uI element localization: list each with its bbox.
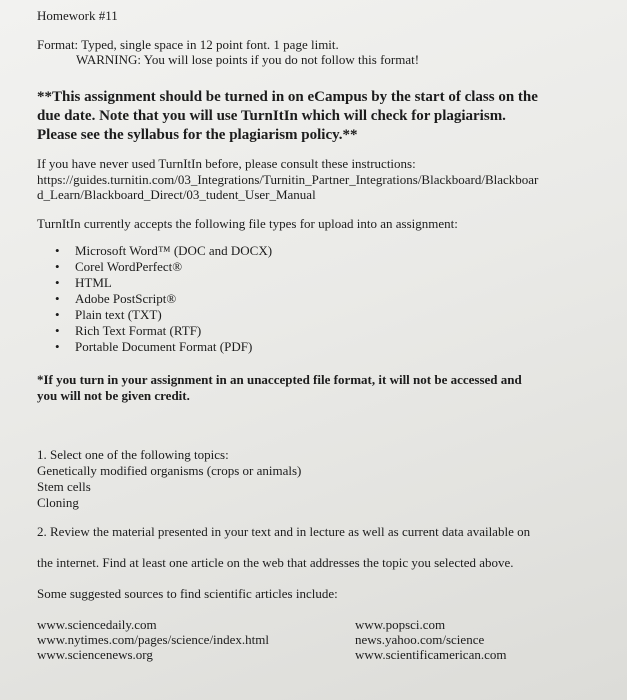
format-warning-line-1: *If you turn in your assignment in an unaccepted file format, it will not be accessed and	[37, 372, 522, 387]
bullet-marker: •	[55, 243, 60, 258]
source-link: www.sciencedaily.com	[37, 617, 157, 632]
source-link: www.sciencenews.org	[37, 647, 153, 662]
list-item: Plain text (TXT)	[75, 307, 162, 322]
bullet-marker: •	[55, 259, 60, 274]
list-item: Adobe PostScript®	[75, 291, 177, 306]
notice-line-1: **This assignment should be turned in on eCampus by the start of class on the	[37, 89, 538, 105]
topic-item: Stem cells	[37, 479, 91, 494]
format-line: Format: Typed, single space in 12 point font. 1 page limit.	[37, 37, 339, 52]
list-item: HTML	[75, 275, 112, 290]
turnitin-url-line-2: d_Learn/Blackboard_Direct/03_tudent_User_Manual	[37, 187, 316, 202]
topic-item: Cloning	[37, 495, 79, 510]
list-item: Microsoft Word™ (DOC and DOCX)	[75, 243, 273, 258]
source-link: news.yahoo.com/science	[355, 632, 485, 647]
bullet-marker: •	[55, 339, 60, 354]
list-item: Portable Document Format (PDF)	[75, 339, 253, 354]
list-item: Corel WordPerfect®	[75, 259, 183, 274]
step2-line-2: the internet. Find at least one article on the web that addresses the topic you selected above.	[37, 555, 514, 570]
source-link: www.nytimes.com/pages/science/index.html	[37, 632, 270, 647]
bullet-marker: •	[55, 291, 60, 306]
bullet-marker: •	[55, 323, 60, 338]
sources-intro: Some suggested sources to find scientific articles include:	[37, 586, 338, 601]
notice-line-2: due date. Note that you will use TurnItIn which will check for plagiarism.	[37, 108, 506, 124]
source-link: www.popsci.com	[355, 617, 446, 632]
step2-line-1: 2. Review the material presented in your text and in lecture as well as current data available on	[37, 524, 531, 539]
bullet-marker: •	[55, 307, 60, 322]
bullet-marker: •	[55, 275, 60, 290]
warning-line: WARNING: You will lose points if you do not follow this format!	[76, 52, 420, 67]
turnitin-url-line-1: https://guides.turnitin.com/03_Integrations/Turnitin_Partner_Integrations/Blackboard/Blackboar	[37, 172, 539, 187]
format-warning-line-2: you will not be given credit.	[37, 388, 190, 403]
page-title: Homework #11	[37, 8, 118, 23]
step1-heading: 1. Select one of the following topics:	[37, 447, 229, 462]
topic-item: Genetically modified organisms (crops or animals)	[37, 463, 302, 478]
list-item: Rich Text Format (RTF)	[75, 323, 202, 338]
turnitin-intro: If you have never used TurnItIn before, please consult these instructions:	[37, 156, 416, 171]
notice-line-3: Please see the syllabus for the plagiarism policy.**	[37, 127, 358, 143]
source-link: www.scientificamerican.com	[355, 647, 507, 662]
filetypes-intro: TurnItIn currently accepts the following file types for upload into an assignment:	[37, 216, 458, 231]
